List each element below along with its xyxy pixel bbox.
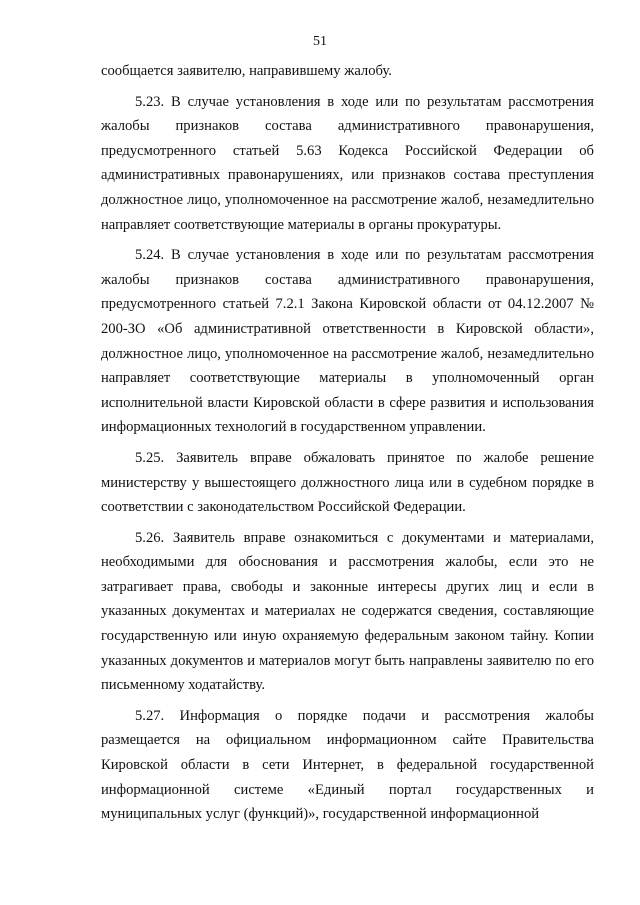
paragraph-5-24: 5.24. В случае установления в ходе или по результатам рассмотрения жалобы признаков состава административного правонарушения, предусмотренного статьей 7.2.1 Закона Кировской области от 04.12.2007 № 200-ЗО «Об административной ответственности в Кировской области», должностное лицо, уполномоченное на рассмотрение жалоб, незамедлительно направляет соответствующие материалы в уполномоченный орган исполнительной власти Кировской области в сфере развития и использования информационных технологий в государственном управлении. — [101, 247, 594, 436]
paragraph-continuation: сообщается заявителю, направившему жалобу. — [101, 63, 392, 79]
paragraph-5-23: 5.23. В случае установления в ходе или по результатам рассмотрения жалобы признаков состава административного правонарушения, предусмотренного статьей 5.63 Кодекса Российской Федерации об административных правонарушениях, или признаков состава преступления должностное лицо, уполномоченное на рассмотрение жалоб, незамедлительно направляет соответствующие материалы в органы прокуратуры. — [101, 93, 594, 233]
paragraph-5-27: 5.27. Информация о порядке подачи и рассмотрения жалобы размещается на официальном информационном сайте Правительства Кировской области в сети Интернет, в федеральной государственной информационной системе «Единый портал государственных и муниципальных услуг (функций)», государственной информационной — [101, 707, 594, 823]
paragraph-5-26: 5.26. Заявитель вправе ознакомиться с документами и материалами, необходимыми для обоснования и рассмотрения жалобы, если это не затрагивает права, свободы и законные интересы других лиц и если в указанных документах и материалах не содержатся сведения, составляющие государственную или иную охраняемую федеральным законом тайну. Копии указанных документов и материалов могут быть направлены заявителю по его письменному ходатайству. — [101, 529, 594, 694]
page-number: 51 — [313, 34, 327, 49]
paragraph-5-25: 5.25. Заявитель вправе обжаловать принятое по жалобе решение министерству у вышестоящего должностного лица или в судебном порядке в соответствии с законодательством Российской Федерации. — [101, 449, 594, 516]
document-body — [101, 59, 594, 827]
